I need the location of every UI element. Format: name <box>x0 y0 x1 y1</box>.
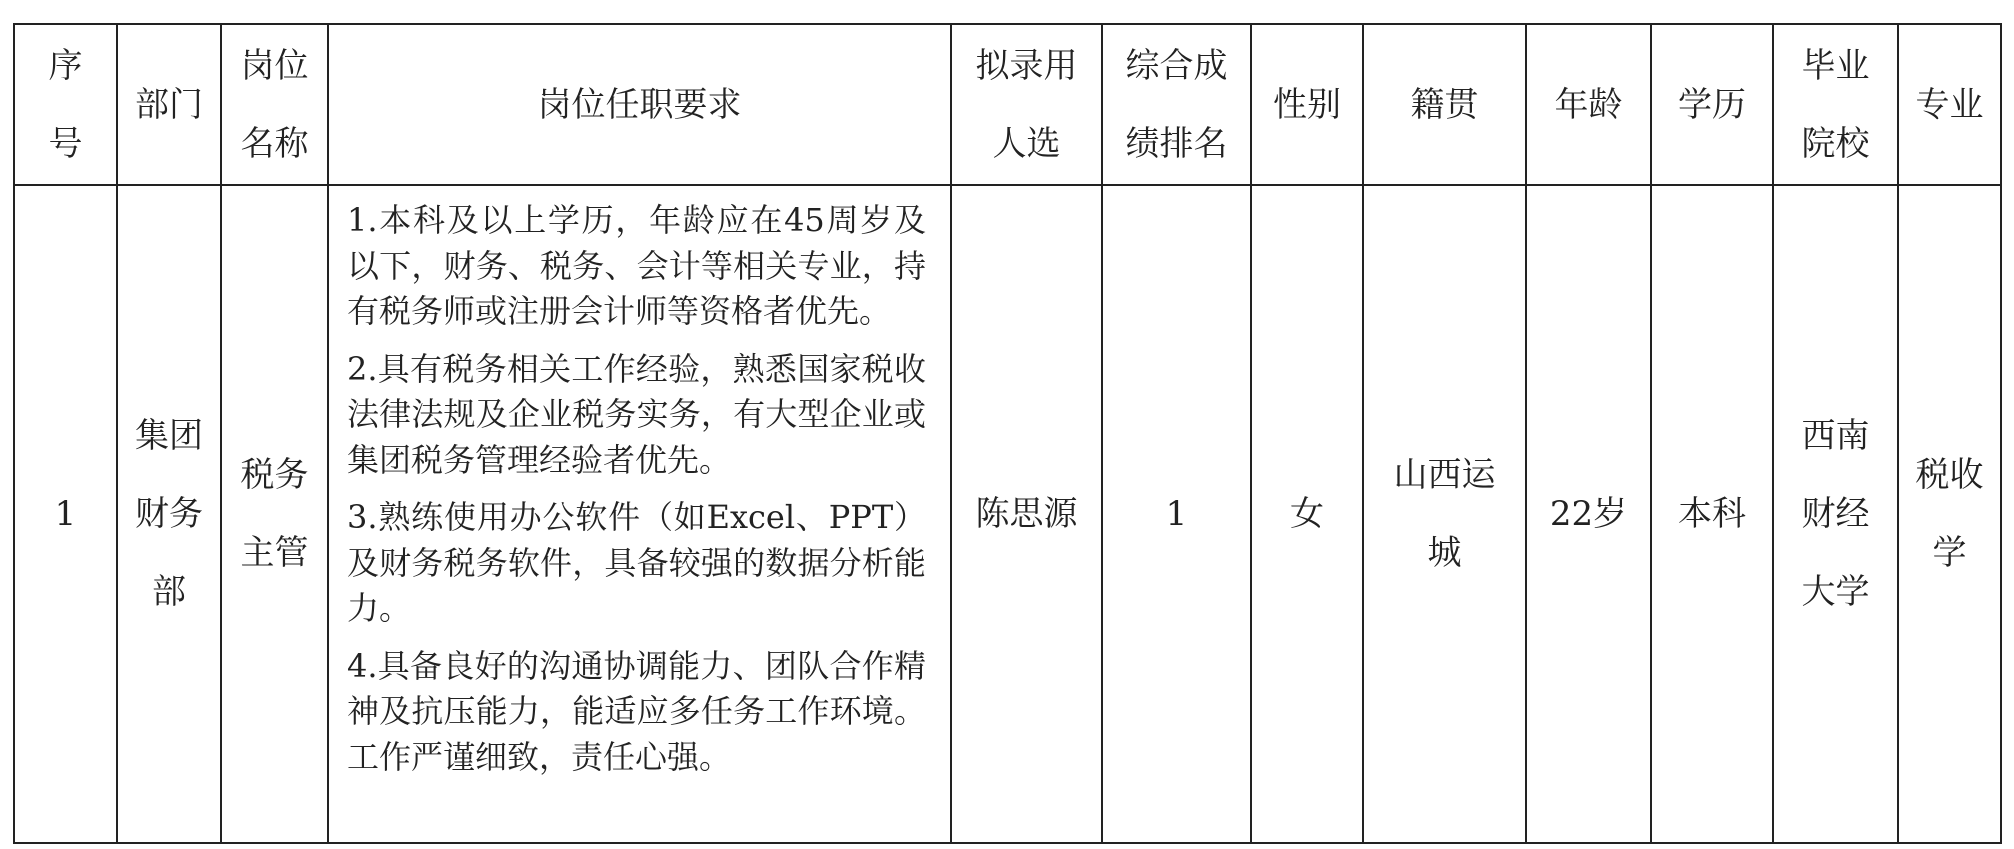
position-line-2: 主管 <box>240 533 309 573</box>
cell-school <box>1773 185 1898 843</box>
department-line-2: 财务 <box>135 494 203 534</box>
header-seq <box>14 24 117 185</box>
header-requirements <box>328 24 951 185</box>
seq-value: 1 <box>54 494 77 534</box>
header-ranking-line-2: 绩排名 <box>1125 123 1228 164</box>
header-school-line-1: 毕业 <box>1801 45 1870 86</box>
cell-education <box>1651 185 1773 843</box>
header-education-label: 学历 <box>1678 84 1746 125</box>
cell-position <box>221 185 328 843</box>
cell-seq <box>14 185 117 843</box>
native-place-line-2: 城 <box>1427 533 1462 573</box>
cell-department <box>117 185 221 843</box>
header-ranking-line-1: 综合成 <box>1125 45 1228 86</box>
header-candidate-line-1: 拟录用 <box>975 45 1078 86</box>
school-line-3: 大学 <box>1801 572 1870 612</box>
cell-ranking <box>1102 185 1251 843</box>
header-school <box>1773 24 1898 185</box>
header-row <box>14 24 2001 185</box>
header-school-line-2: 院校 <box>1801 123 1870 164</box>
cell-gender <box>1251 185 1363 843</box>
major-line-2: 学 <box>1932 533 1967 573</box>
requirement-item-3: 3.熟练使用办公软件（如Excel、PPT）及财务税务软件，具备较强的数据分析能力。 <box>347 498 926 627</box>
department-line-3: 部 <box>152 572 186 612</box>
header-position-line-1: 岗位 <box>240 45 309 86</box>
header-position <box>221 24 328 185</box>
header-age <box>1526 24 1651 185</box>
requirement-item-4: 4.具备良好的沟通协调能力、团队合作精神及抗压能力，能适应多任务工作环境。工作严谨细致，责任心强。 <box>347 646 926 776</box>
native-place-line-1: 山西运 <box>1393 455 1496 495</box>
table-row <box>14 185 2001 843</box>
cell-candidate <box>951 185 1102 843</box>
cell-major <box>1898 185 2001 843</box>
header-department-label: 部门 <box>135 84 203 125</box>
requirement-item-2: 2.具有税务相关工作经验，熟悉国家税收法律法规及企业税务实务，有大型企业或集团税务管理经验者优先。 <box>347 349 926 479</box>
candidate-value: 陈思源 <box>975 494 1078 534</box>
header-gender <box>1251 24 1363 185</box>
school-line-1: 西南 <box>1801 416 1870 456</box>
recruitment-table <box>13 23 2002 844</box>
major-line-1: 税收 <box>1915 455 1984 495</box>
header-seq-line-2: 号 <box>48 123 83 164</box>
header-native-place <box>1363 24 1526 185</box>
header-department <box>117 24 221 185</box>
header-ranking <box>1102 24 1251 185</box>
cell-native-place <box>1363 185 1526 843</box>
header-position-line-2: 名称 <box>240 123 309 164</box>
header-education <box>1651 24 1773 185</box>
header-candidate-line-2: 人选 <box>992 123 1061 164</box>
school-line-2: 财经 <box>1801 494 1870 534</box>
cell-requirements <box>328 185 951 843</box>
position-line-1: 税务 <box>240 455 309 495</box>
header-candidate <box>951 24 1102 185</box>
requirement-item-1: 1.本科及以上学历，年龄应在45周岁及以下，财务、税务、会计等相关专业，持有税务师或注册会计师等资格者优先。 <box>347 201 926 330</box>
department-line-1: 集团 <box>135 416 203 456</box>
header-age-label: 年龄 <box>1554 84 1623 125</box>
header-major <box>1898 24 2001 185</box>
education-value: 本科 <box>1678 494 1746 534</box>
age-value: 22岁 <box>1549 494 1628 534</box>
header-major-label: 专业 <box>1915 84 1984 125</box>
header-native-place-label: 籍贯 <box>1410 84 1479 125</box>
gender-value: 女 <box>1290 494 1324 534</box>
header-gender-label: 性别 <box>1273 84 1341 125</box>
cell-age <box>1526 185 1651 843</box>
ranking-value: 1 <box>1165 494 1188 534</box>
header-seq-line-1: 序 <box>48 45 83 86</box>
header-requirements-label: 岗位任职要求 <box>537 84 742 125</box>
